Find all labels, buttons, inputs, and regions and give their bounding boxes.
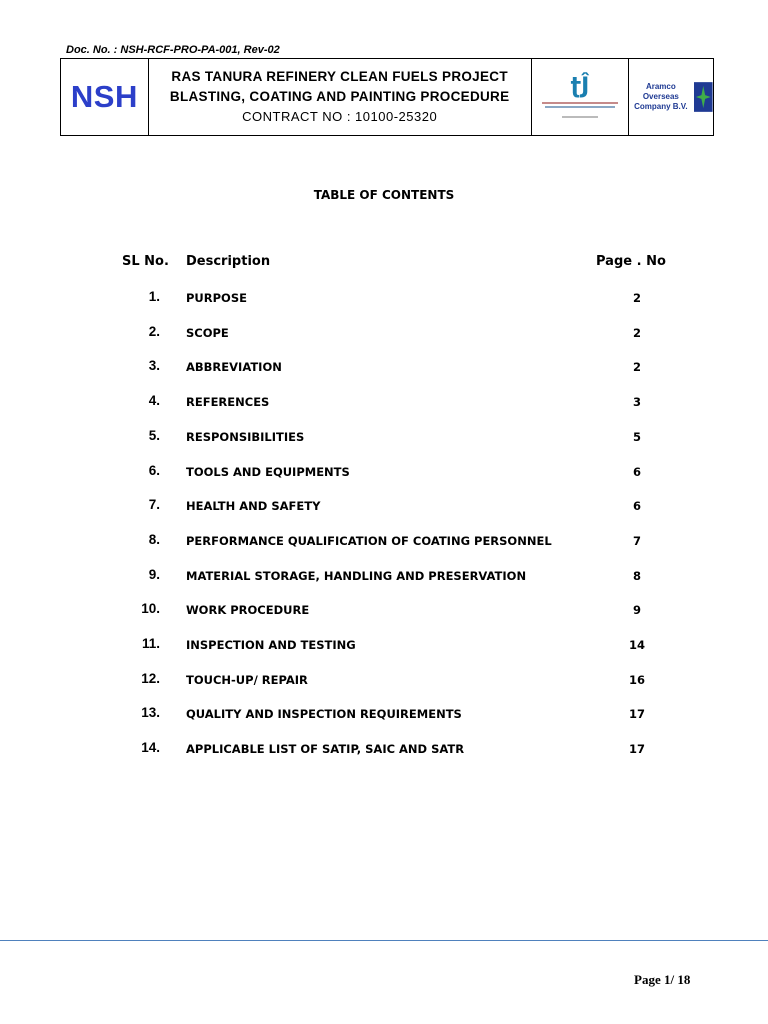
partner-logo-english-text (545, 106, 615, 108)
toc-entry-number: 4. (148, 393, 160, 408)
toc-entry-number: 8. (148, 532, 160, 547)
partner-logo-cell (532, 59, 630, 135)
toc-entry-description: REFERENCES (186, 395, 270, 409)
toc-entry-number: 7. (148, 497, 160, 512)
header-table (60, 58, 714, 136)
aramco-logo (629, 81, 713, 113)
nsh-logo: NSH (70, 79, 138, 114)
toc-entry (0, 289, 768, 309)
toc-entry-page: 17 (628, 742, 645, 756)
toc-entry-page: 17 (628, 707, 645, 721)
toc-entry-number: 10. (141, 601, 160, 616)
toc-entry (0, 463, 768, 483)
toc-entry (0, 671, 768, 691)
tji-logo-icon: ʈĴ (570, 74, 590, 99)
toc-entry-page: 2 (632, 326, 641, 340)
toc-entry (0, 740, 768, 760)
toc-entry-description: INSPECTION AND TESTING (186, 638, 356, 652)
toc-entry-description: TOOLS AND EQUIPMENTS (186, 465, 350, 479)
toc-entry-description: ABBREVIATION (186, 360, 282, 374)
toc-entry (0, 358, 768, 378)
toc-entry-number: 3. (148, 358, 160, 373)
project-title: RAS TANURA REFINERY CLEAN FUELS PROJECT (171, 69, 508, 84)
toc-entry-description: MATERIAL STORAGE, HANDLING AND PRESERVATION (186, 569, 527, 583)
toc-entry-page: 8 (632, 569, 641, 583)
toc-entry (0, 636, 768, 656)
toc-entry-page: 16 (628, 673, 645, 687)
toc-entry-number: 11. (141, 636, 160, 651)
partner-logo-cert-text (562, 116, 598, 118)
partner-logo-arabic-text (542, 102, 618, 104)
aramco-logo-text: Aramco Overseas Company B.V. (634, 82, 688, 111)
toc-entry (0, 428, 768, 448)
col-header-page-no: Page . No (596, 254, 666, 269)
toc-entry-description: QUALITY AND INSPECTION REQUIREMENTS (186, 707, 462, 721)
page-number: Page 1/ 18 (634, 972, 691, 987)
toc-entry-number: 2. (148, 324, 160, 339)
toc-entry-page: 6 (632, 465, 641, 479)
project-title-cell (149, 59, 532, 135)
toc-entry-description: RESPONSIBILITIES (186, 430, 305, 444)
procedure-title: BLASTING, COATING AND PAINTING PROCEDURE (169, 89, 510, 104)
toc-entry-description: APPLICABLE LIST OF SATIP, SAIC AND SATR (186, 742, 465, 756)
aramco-star-icon (694, 81, 713, 113)
toc-entry-page: 2 (632, 360, 641, 374)
toc-entry-description: TOUCH-UP/ REPAIR (186, 673, 308, 687)
toc-entry-page: 9 (632, 603, 641, 617)
toc-entry-number: 14. (141, 740, 160, 755)
toc-entry-number: 1. (148, 289, 160, 304)
document-number: Doc. No. : NSH-RCF-PRO-PA-001, Rev-02 (66, 44, 280, 56)
toc-entry (0, 393, 768, 413)
toc-entry-number: 13. (141, 705, 160, 720)
contract-number: CONTRACT NO : 10100-25320 (242, 109, 438, 124)
toc-entry (0, 601, 768, 621)
toc-entry (0, 324, 768, 344)
toc-entry-number: 5. (148, 428, 160, 443)
toc-entry (0, 497, 768, 517)
col-header-sl-no: SL No. (122, 254, 169, 269)
toc-entry-page: 7 (632, 534, 641, 548)
toc-entry-description: HEALTH AND SAFETY (186, 499, 321, 513)
toc-entry-page: 5 (632, 430, 641, 444)
nsh-logo-cell (61, 59, 149, 135)
toc-title: TABLE OF CONTENTS (313, 188, 455, 202)
toc-entry (0, 532, 768, 552)
toc-entry-page: 3 (632, 395, 641, 409)
toc-entry-number: 6. (148, 463, 160, 478)
toc-entry-number: 12. (141, 671, 160, 686)
toc-entry-page: 6 (632, 499, 641, 513)
aramco-logo-cell (629, 59, 713, 135)
toc-entry (0, 567, 768, 587)
toc-entry-description: PERFORMANCE QUALIFICATION OF COATING PERSONNEL (186, 534, 552, 548)
toc-entry-description: SCOPE (186, 326, 229, 340)
toc-entry-page: 14 (628, 638, 645, 652)
footer-divider (0, 940, 768, 941)
toc-entry-description: WORK PROCEDURE (186, 603, 310, 617)
toc-entry-number: 9. (148, 567, 160, 582)
toc-entry-page: 2 (632, 291, 641, 305)
toc-entry (0, 705, 768, 725)
col-header-description: Description (186, 254, 271, 269)
toc-entry-description: PURPOSE (186, 291, 247, 305)
